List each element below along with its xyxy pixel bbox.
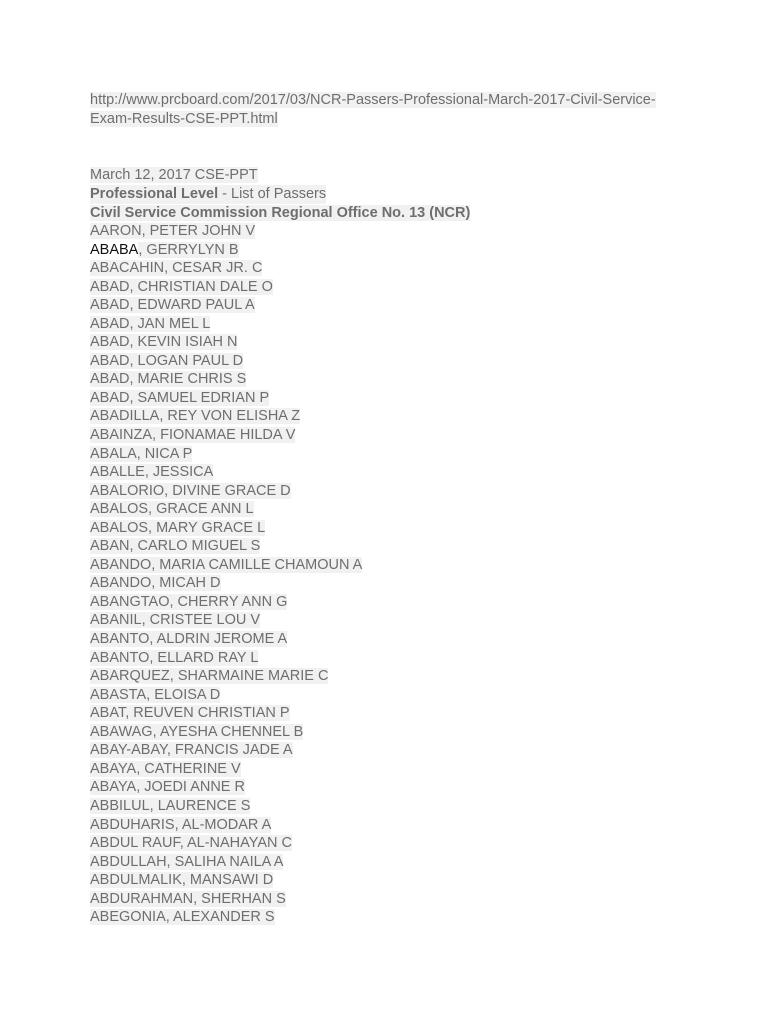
- passer-row: [90, 853, 362, 872]
- passer-name: ABACAHIN, CESAR JR. C: [90, 260, 263, 277]
- passer-row: [90, 871, 362, 890]
- passer-row: [90, 630, 362, 649]
- passer-name: ABBILUL, LAURENCE S: [90, 797, 251, 814]
- passer-name: ABAD, LOGAN PAUL D: [90, 352, 244, 369]
- passer-name: ABDUHARIS, AL-MODAR A: [90, 816, 272, 833]
- passer-name: ABANTO, ELLARD RAY L: [90, 649, 259, 666]
- passer-name: ABAWAG, AYESHA CHENNEL B: [90, 723, 304, 740]
- passer-row: [90, 389, 362, 408]
- passer-name: AARON, PETER JOHN V: [90, 223, 256, 239]
- passer-row: [90, 315, 362, 334]
- passer-name: ABANGTAO, CHERRY ANN G: [90, 593, 288, 610]
- passer-row: [90, 593, 362, 612]
- passer-name: ABAN, CARLO MIGUEL S: [90, 538, 261, 555]
- passer-row: [90, 816, 362, 835]
- passer-row: [90, 333, 362, 352]
- passer-row: [90, 611, 362, 630]
- passer-name: ABDUL RAUF, AL-NAHAYAN C: [90, 835, 292, 852]
- passer-row: [90, 649, 362, 668]
- passer-name: ABANDO, MICAH D: [90, 575, 221, 592]
- passer-name: ABALA, NICA P: [90, 445, 193, 462]
- passer-row: [90, 797, 362, 816]
- passer-name: ABALORIO, DIVINE GRACE D: [90, 482, 291, 499]
- passer-name: ABAYA, JOEDI ANNE R: [90, 779, 245, 796]
- passer-row: [90, 908, 362, 927]
- passer-row: [90, 890, 362, 909]
- passer-surname-highlight: ABABA: [90, 241, 139, 258]
- passer-name: ABAD, CHRISTIAN DALE O: [90, 278, 273, 295]
- passer-name: ABAD, JAN MEL L: [90, 315, 211, 332]
- passer-name: ABANTO, ALDRIN JEROME A: [90, 631, 288, 648]
- passer-row: [90, 741, 362, 760]
- source-url-line-1[interactable]: http://www.prcboard.com/2017/03/NCR-Passers-Professional-March-2017-Civil-Service-: [90, 92, 656, 108]
- passer-row: [90, 723, 362, 742]
- passer-row: [90, 426, 362, 445]
- passer-row: [90, 352, 362, 371]
- office-line: Civil Service Commission Regional Office No. 13 (NCR): [90, 205, 471, 221]
- passer-row: [90, 482, 362, 501]
- document-header: [90, 166, 470, 223]
- passer-row: [90, 278, 362, 297]
- passer-name: ABANDO, MARIA CAMILLE CHAMOUN A: [90, 556, 363, 573]
- level-description: - List of Passers: [218, 186, 327, 202]
- passer-row: [90, 500, 362, 519]
- passer-row: [90, 760, 362, 779]
- passer-name: ABAD, SAMUEL EDRIAN P: [90, 389, 270, 406]
- passer-name: ABDULMALIK, MANSAWI D: [90, 872, 274, 889]
- date-line: March 12, 2017 CSE-PPT: [90, 167, 258, 183]
- passer-row: [90, 834, 362, 853]
- passer-row: [90, 259, 362, 278]
- passer-row: [90, 574, 362, 593]
- passer-name: ABALLE, JESSICA: [90, 464, 214, 481]
- passer-row: [90, 667, 362, 686]
- passer-name: ABASTA, ELOISA D: [90, 686, 221, 703]
- passer-row: [90, 296, 362, 315]
- passer-name: ABALOS, GRACE ANN L: [90, 501, 254, 518]
- passer-name: ABAYA, CATHERINE V: [90, 760, 241, 777]
- passer-name: ABADILLA, REY VON ELISHA Z: [90, 408, 301, 425]
- passer-name: ABANIL, CRISTEE LOU V: [90, 612, 261, 629]
- passer-name: ABAT, REUVEN CHRISTIAN P: [90, 705, 290, 722]
- passer-row: [90, 463, 362, 482]
- passer-name: ABAD, KEVIN ISIAH N: [90, 334, 238, 351]
- level-label: Professional Level: [90, 186, 219, 202]
- passer-row: [90, 704, 362, 723]
- passer-name: ABDURAHMAN, SHERHAN S: [90, 890, 286, 907]
- passer-row: [90, 370, 362, 389]
- passer-name: ABAD, MARIE CHRIS S: [90, 371, 247, 388]
- passer-name: ABAY-ABAY, FRANCIS JADE A: [90, 742, 293, 759]
- passer-name: ABALOS, MARY GRACE L: [90, 519, 266, 536]
- passer-row: [90, 778, 362, 797]
- passer-row: [90, 241, 362, 260]
- passer-row: [90, 407, 362, 426]
- source-url-line-2[interactable]: Exam-Results-CSE-PPT.html: [90, 111, 278, 127]
- passer-row: [90, 445, 362, 464]
- passer-row: [90, 519, 362, 538]
- passer-name: ABAINZA, FIONAMAE HILDA V: [90, 427, 296, 444]
- passer-list: [90, 222, 362, 927]
- passer-row: [90, 686, 362, 705]
- passer-row: [90, 556, 362, 575]
- passer-name: ABARQUEZ, SHARMAINE MARIE C: [90, 668, 329, 685]
- passer-name: ABDULLAH, SALIHA NAILA A: [90, 853, 284, 870]
- source-url[interactable]: [90, 91, 690, 129]
- passer-name: , GERRYLYN B: [138, 241, 239, 258]
- passer-row: [90, 222, 362, 241]
- passer-row: [90, 537, 362, 556]
- passer-name: ABEGONIA, ALEXANDER S: [90, 909, 275, 926]
- passer-name: ABAD, EDWARD PAUL A: [90, 297, 255, 314]
